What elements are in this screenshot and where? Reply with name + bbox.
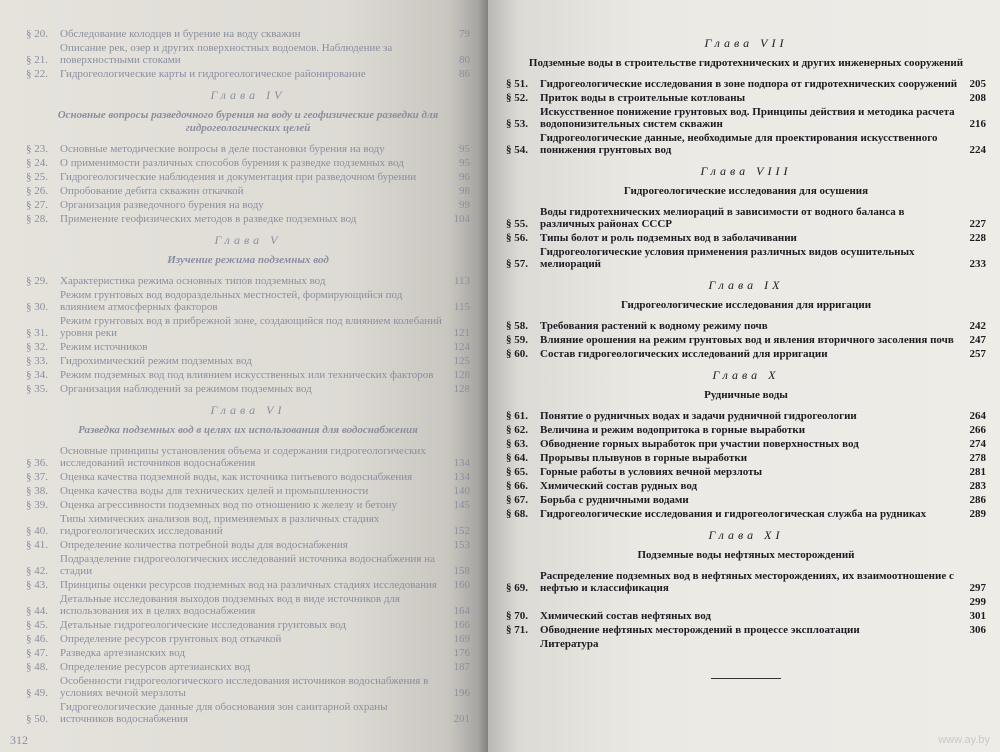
chapter-label: Глава V <box>214 233 282 247</box>
section-title: Гидрогеологические данные, необходимые для проектирования искусственного понижения грунтовых вод <box>540 132 938 156</box>
page-number: 299 <box>969 596 986 608</box>
section-title: Режим грунтовых вод водораздельных местностей, формирующийся под влиянием атмосферных факторов <box>60 289 403 313</box>
toc-entry <box>26 485 470 497</box>
section-title: Оценка качества воды для технических целей и промышленности <box>60 485 369 497</box>
toc-entry <box>26 28 470 40</box>
section-number: § 35. <box>26 383 48 395</box>
section-title: Режим источников <box>60 341 148 353</box>
page-number: 257 <box>969 348 986 360</box>
section-number: § 33. <box>26 355 48 367</box>
section-title: Разведка артезианских вод <box>60 647 185 659</box>
section-title: Состав гидрогеологических исследований для ирригации <box>540 348 828 360</box>
section-number: § 21. <box>26 54 48 66</box>
page-number: 242 <box>969 320 986 332</box>
section-title: Детальные гидрогеологические исследования грунтовых вод <box>60 619 346 631</box>
toc-entry <box>26 701 470 725</box>
page-number: 216 <box>969 118 986 130</box>
section-number: § 27. <box>26 199 48 211</box>
toc-entry <box>506 570 986 594</box>
page-number: 176 <box>453 647 470 659</box>
toc-entry <box>506 78 986 90</box>
page-number: 196 <box>453 687 470 699</box>
section-number: § 58. <box>506 320 528 332</box>
page-number: 187 <box>453 661 470 673</box>
page-number: 99 <box>459 199 470 211</box>
chapter-title: Изучение режима подземных вод <box>167 254 329 266</box>
toc-entry <box>26 341 470 353</box>
section-number: § 51. <box>506 78 528 90</box>
toc-entry <box>506 424 986 436</box>
page-number: 115 <box>453 301 470 313</box>
toc-entry <box>26 289 470 313</box>
section-title: Гидрогеологические исследования и гидрогеологическая служба на рудниках <box>540 508 927 520</box>
section-number: § 29. <box>26 275 48 287</box>
toc-entry <box>506 480 986 492</box>
section-number: § 40. <box>26 525 48 537</box>
section-title: Обводнение нефтяных месторождений в процессе эксплоатации <box>540 624 860 636</box>
section-number: § 50. <box>26 713 48 725</box>
section-number: § 31. <box>26 327 48 339</box>
section-number: § 57. <box>506 258 528 270</box>
toc-entry <box>26 513 470 537</box>
section-number: § 54. <box>506 144 528 156</box>
section-number: § 24. <box>26 157 48 169</box>
section-title: Характеристика режима основных типов подземных вод <box>60 275 326 287</box>
section-number: § 49. <box>26 687 48 699</box>
page-number: 121 <box>453 327 470 339</box>
section-title: Влияние орошения на режим грунтовых вод и явления вторичного засоления почв <box>540 334 954 346</box>
chapter-label: Глава VII <box>704 36 788 50</box>
section-number: § 70. <box>506 610 528 622</box>
section-title: Принципы оценки ресурсов подземных вод на различных стадиях исследования <box>60 579 437 591</box>
page-number: 224 <box>969 144 986 156</box>
toc-entry <box>26 499 470 511</box>
section-title: Детальные исследования выходов подземных вод в виде источников для использования их в целях водоснабжения <box>60 593 400 617</box>
section-title: Воды гидротехнических мелиораций в зависимости от водного баланса в различных районах СССР <box>540 206 905 230</box>
section-title: Искусственное понижение грунтовых вод. Принципы действия и методика расчета водопонизительных систем скважин <box>540 106 955 130</box>
section-number: § 28. <box>26 213 48 225</box>
section-number: § 64. <box>506 452 528 464</box>
chapter-label: Глава IX <box>708 278 784 292</box>
toc-entry <box>26 199 470 211</box>
section-title: Обводнение горных выработок при участии поверхностных вод <box>540 438 859 450</box>
chapter-label: Глава X <box>712 368 780 382</box>
toc-entry <box>26 579 470 591</box>
page-number: 96 <box>459 171 470 183</box>
page-number: 208 <box>969 92 986 104</box>
toc-entry <box>506 624 986 636</box>
page-number: 134 <box>453 471 470 483</box>
page-number: 169 <box>453 633 470 645</box>
right-toc-column <box>506 28 986 679</box>
toc-entry <box>26 633 470 645</box>
section-number: § 39. <box>26 499 48 511</box>
section-title: Организация разведочного бурения на воду <box>60 199 264 211</box>
section-number: § 53. <box>506 118 528 130</box>
page-number: 247 <box>969 334 986 346</box>
section-title: Гидрохимический режим подземных вод <box>60 355 252 367</box>
toc-entry <box>506 610 986 622</box>
page-number: 158 <box>453 565 470 577</box>
toc-entry <box>26 171 470 183</box>
chapter-title: Гидрогеологические исследования для ирригации <box>620 299 872 311</box>
page-number: 113 <box>453 275 470 287</box>
toc-entry <box>506 508 986 520</box>
toc-entry <box>506 334 986 346</box>
section-number: § 56. <box>506 232 528 244</box>
section-title: Основные принципы установления объема и содержания гидрогеологических исследований источников водоснабжения <box>60 445 426 469</box>
section-title: Гидрогеологические карты и гидрогеологическое районирование <box>60 68 366 80</box>
section-title: Оценка качества подземной воды, как источника питьевого водоснабжения <box>60 471 413 483</box>
page-number: 145 <box>453 499 470 511</box>
toc-entry <box>26 213 470 225</box>
toc-entry <box>506 206 986 230</box>
toc-entry <box>506 638 986 650</box>
toc-entry <box>26 647 470 659</box>
toc-entry <box>26 355 470 367</box>
toc-entry <box>506 106 986 130</box>
toc-entry <box>26 661 470 673</box>
toc-entry <box>506 348 986 360</box>
section-title: Организация наблюдений за режимом подземных вод <box>60 383 312 395</box>
page-number: 152 <box>453 525 470 537</box>
section-title: Гидрогеологические наблюдения и документация при разведочном бурении <box>60 171 417 183</box>
toc-entry <box>26 275 470 287</box>
page-number: 286 <box>969 494 986 506</box>
section-number: § 55. <box>506 218 528 230</box>
section-title: Гидрогеологические данные для обоснования зон санитарной охраны источников водоснабжения <box>60 701 388 725</box>
section-number: § 59. <box>506 334 528 346</box>
section-number: § 47. <box>26 647 48 659</box>
section-number: § 36. <box>26 457 48 469</box>
chapter-title: Гидрогеологические исследования для осушения <box>623 185 869 197</box>
page-number: 297 <box>969 582 986 594</box>
section-title: Особенности гидрогеологического исследования источников водоснабжения в условиях вечной мерзлоты <box>60 675 429 699</box>
toc-entry <box>26 593 470 617</box>
section-number: § 69. <box>506 582 528 594</box>
section-title: Типы химических анализов вод, применяемых в различных стадиях гидрогеологических исследований <box>60 513 380 537</box>
section-title: Горные работы в условиях вечной мерзлоты <box>540 466 763 478</box>
section-number: § 32. <box>26 341 48 353</box>
toc-entry <box>26 553 470 577</box>
page-number: 306 <box>969 624 986 636</box>
section-number: § 20. <box>26 28 48 40</box>
section-title: Типы болот и роль подземных вод в заболачивании <box>540 232 797 244</box>
page-number: 134 <box>453 457 470 469</box>
page-number: 86 <box>459 68 470 80</box>
section-number: § 66. <box>506 480 528 492</box>
section-title: Гидрогеологические условия применения различных видов осушительных мелиораций <box>540 246 915 270</box>
page-number: 98 <box>459 185 470 197</box>
chapter-label: Глава XI <box>708 528 784 542</box>
section-number: § 67. <box>506 494 528 506</box>
page-number: 80 <box>459 54 470 66</box>
page-number: 128 <box>453 383 470 395</box>
page-number: 128 <box>453 369 470 381</box>
page-number: 79 <box>459 28 470 40</box>
toc-entry <box>26 675 470 699</box>
chapter-title: Рудничные воды <box>704 389 788 401</box>
section-number: § 68. <box>506 508 528 520</box>
section-title: Подразделение гидрогеологических исследований источника водоснабжения на стадии <box>60 553 435 577</box>
section-title: Применение геофизических методов в разведке подземных вод <box>60 213 357 225</box>
toc-entry <box>26 445 470 469</box>
chapter-label: Глава IV <box>210 88 286 102</box>
section-title: Борьба с рудничными водами <box>540 494 689 506</box>
chapter-label: Глава VI <box>210 403 286 417</box>
section-title: Основные методические вопросы в деле постановки бурения на воду <box>60 143 385 155</box>
section-title: Литература <box>540 638 599 650</box>
section-title: Описание рек, озер и других поверхностных водоемов. Наблюдение за поверхностными стоками <box>60 42 393 66</box>
toc-entry <box>506 438 986 450</box>
section-number: § 38. <box>26 485 48 497</box>
watermark: www.ay.by <box>938 734 990 746</box>
toc-entry <box>26 619 470 631</box>
toc-entry <box>26 383 470 395</box>
section-title: Величина и режим водопритока в горные выработки <box>540 424 806 436</box>
left-page <box>0 0 488 752</box>
page-number: 289 <box>969 508 986 520</box>
page-number: 153 <box>453 539 470 551</box>
page-number: 95 <box>459 157 470 169</box>
section-number: § 41. <box>26 539 48 551</box>
toc-entry <box>506 452 986 464</box>
page-number: 227 <box>969 218 986 230</box>
page-number: 124 <box>453 341 470 353</box>
toc-entry <box>26 471 470 483</box>
page-number: 228 <box>969 232 986 244</box>
page-number: 278 <box>969 452 986 464</box>
toc-entry <box>506 494 986 506</box>
toc-entry <box>26 185 470 197</box>
section-title: Гидрогеологические исследования в зоне подпора от гидротехнических сооружений <box>540 78 958 90</box>
section-title: Прорывы плывунов в горные выработки <box>540 452 748 464</box>
page-number: 164 <box>453 605 470 617</box>
section-number: § 34. <box>26 369 48 381</box>
section-number: § 71. <box>506 624 528 636</box>
right-page <box>488 0 1000 752</box>
page-number: 95 <box>459 143 470 155</box>
section-title: Определение количества потребной воды для водоснабжения <box>60 539 348 551</box>
section-title: Распределение подземных вод в нефтяных месторождениях, их взаимоотношение с нефтью и классификация <box>540 570 954 594</box>
toc-entry <box>506 92 986 104</box>
page-number: 125 <box>453 355 470 367</box>
section-number: § 44. <box>26 605 48 617</box>
section-number: § 30. <box>26 301 48 313</box>
section-title: Приток воды в строительные котлованы <box>540 92 746 104</box>
section-number: § 48. <box>26 661 48 673</box>
section-title: Режим грунтовых вод в прибрежной зоне, создающийся под влиянием колебаний уровня реки <box>60 315 442 339</box>
section-number: § 46. <box>26 633 48 645</box>
section-number: § 60. <box>506 348 528 360</box>
page-folio: 312 <box>10 733 28 747</box>
section-number: § 62. <box>506 424 528 436</box>
chapter-title: Разведка подземных вод в целях их использования для водоснабжения <box>78 424 418 436</box>
section-number: § 22. <box>26 68 48 80</box>
page-number: 160 <box>453 579 470 591</box>
section-title: Обследование колодцев и бурение на воду скважин <box>60 28 301 40</box>
section-title: Химический состав рудных вод <box>540 480 698 492</box>
chapter-title: Подземные воды в строительстве гидротехнических и других инженерных сооружений <box>528 57 964 69</box>
page-number: 201 <box>453 713 470 725</box>
section-title: О применимости различных способов бурения к разведке подземных вод <box>60 157 404 169</box>
section-number: § 25. <box>26 171 48 183</box>
page-number: 301 <box>969 610 986 622</box>
section-number: § 37. <box>26 471 48 483</box>
chapter-title: Подземные воды нефтяных месторождений <box>637 549 855 561</box>
section-title: Понятие о рудничных водах и задачи рудничной гидрогеологии <box>540 410 857 422</box>
page-number: 264 <box>969 410 986 422</box>
toc-entry <box>26 157 470 169</box>
toc-entry <box>26 42 470 66</box>
page-number: 104 <box>453 213 470 225</box>
toc-entry <box>506 410 986 422</box>
section-number: § 45. <box>26 619 48 631</box>
end-rule <box>711 678 781 679</box>
section-title: Определение ресурсов грунтовых вод откачкой <box>60 633 282 645</box>
toc-entry <box>26 68 470 80</box>
toc-entry <box>26 539 470 551</box>
toc-entry <box>26 315 470 339</box>
toc-entry <box>506 320 986 332</box>
section-number: § 42. <box>26 565 48 577</box>
section-number: § 52. <box>506 92 528 104</box>
page-number: 283 <box>969 480 986 492</box>
toc-entry <box>506 596 986 608</box>
toc-entry <box>506 466 986 478</box>
toc-entry <box>506 246 986 270</box>
section-title: Режим подземных вод под влиянием искусственных или технических факторов <box>60 369 434 381</box>
toc-entry <box>506 232 986 244</box>
chapter-label: Глава VIII <box>700 164 792 178</box>
section-title: Определение ресурсов артезианских вод <box>60 661 251 673</box>
section-title: Опробование дебита скважин откачкой <box>60 185 244 197</box>
page-number: 233 <box>969 258 986 270</box>
toc-entry <box>506 132 986 156</box>
toc-entry <box>26 369 470 381</box>
chapter-title: Основные вопросы разведочного бурения на воду и геофизические разведки для гидрогеологических целей <box>57 109 439 134</box>
section-title: Требования растений к водному режиму почв <box>540 320 768 332</box>
toc-entry <box>26 143 470 155</box>
section-number: § 23. <box>26 143 48 155</box>
section-number: § 65. <box>506 466 528 478</box>
page-number: 140 <box>453 485 470 497</box>
section-number: § 26. <box>26 185 48 197</box>
page-number: 205 <box>969 78 986 90</box>
section-number: § 43. <box>26 579 48 591</box>
left-toc-column <box>26 28 470 727</box>
page-number: 266 <box>969 424 986 436</box>
page-number: 274 <box>969 438 986 450</box>
section-title: Оценка агрессивности подземных вод по отношению к железу и бетону <box>60 499 398 511</box>
page-number: 166 <box>453 619 470 631</box>
section-title: Химический состав нефтяных вод <box>540 610 711 622</box>
section-number: § 63. <box>506 438 528 450</box>
section-number: § 61. <box>506 410 528 422</box>
page-number: 281 <box>969 466 986 478</box>
